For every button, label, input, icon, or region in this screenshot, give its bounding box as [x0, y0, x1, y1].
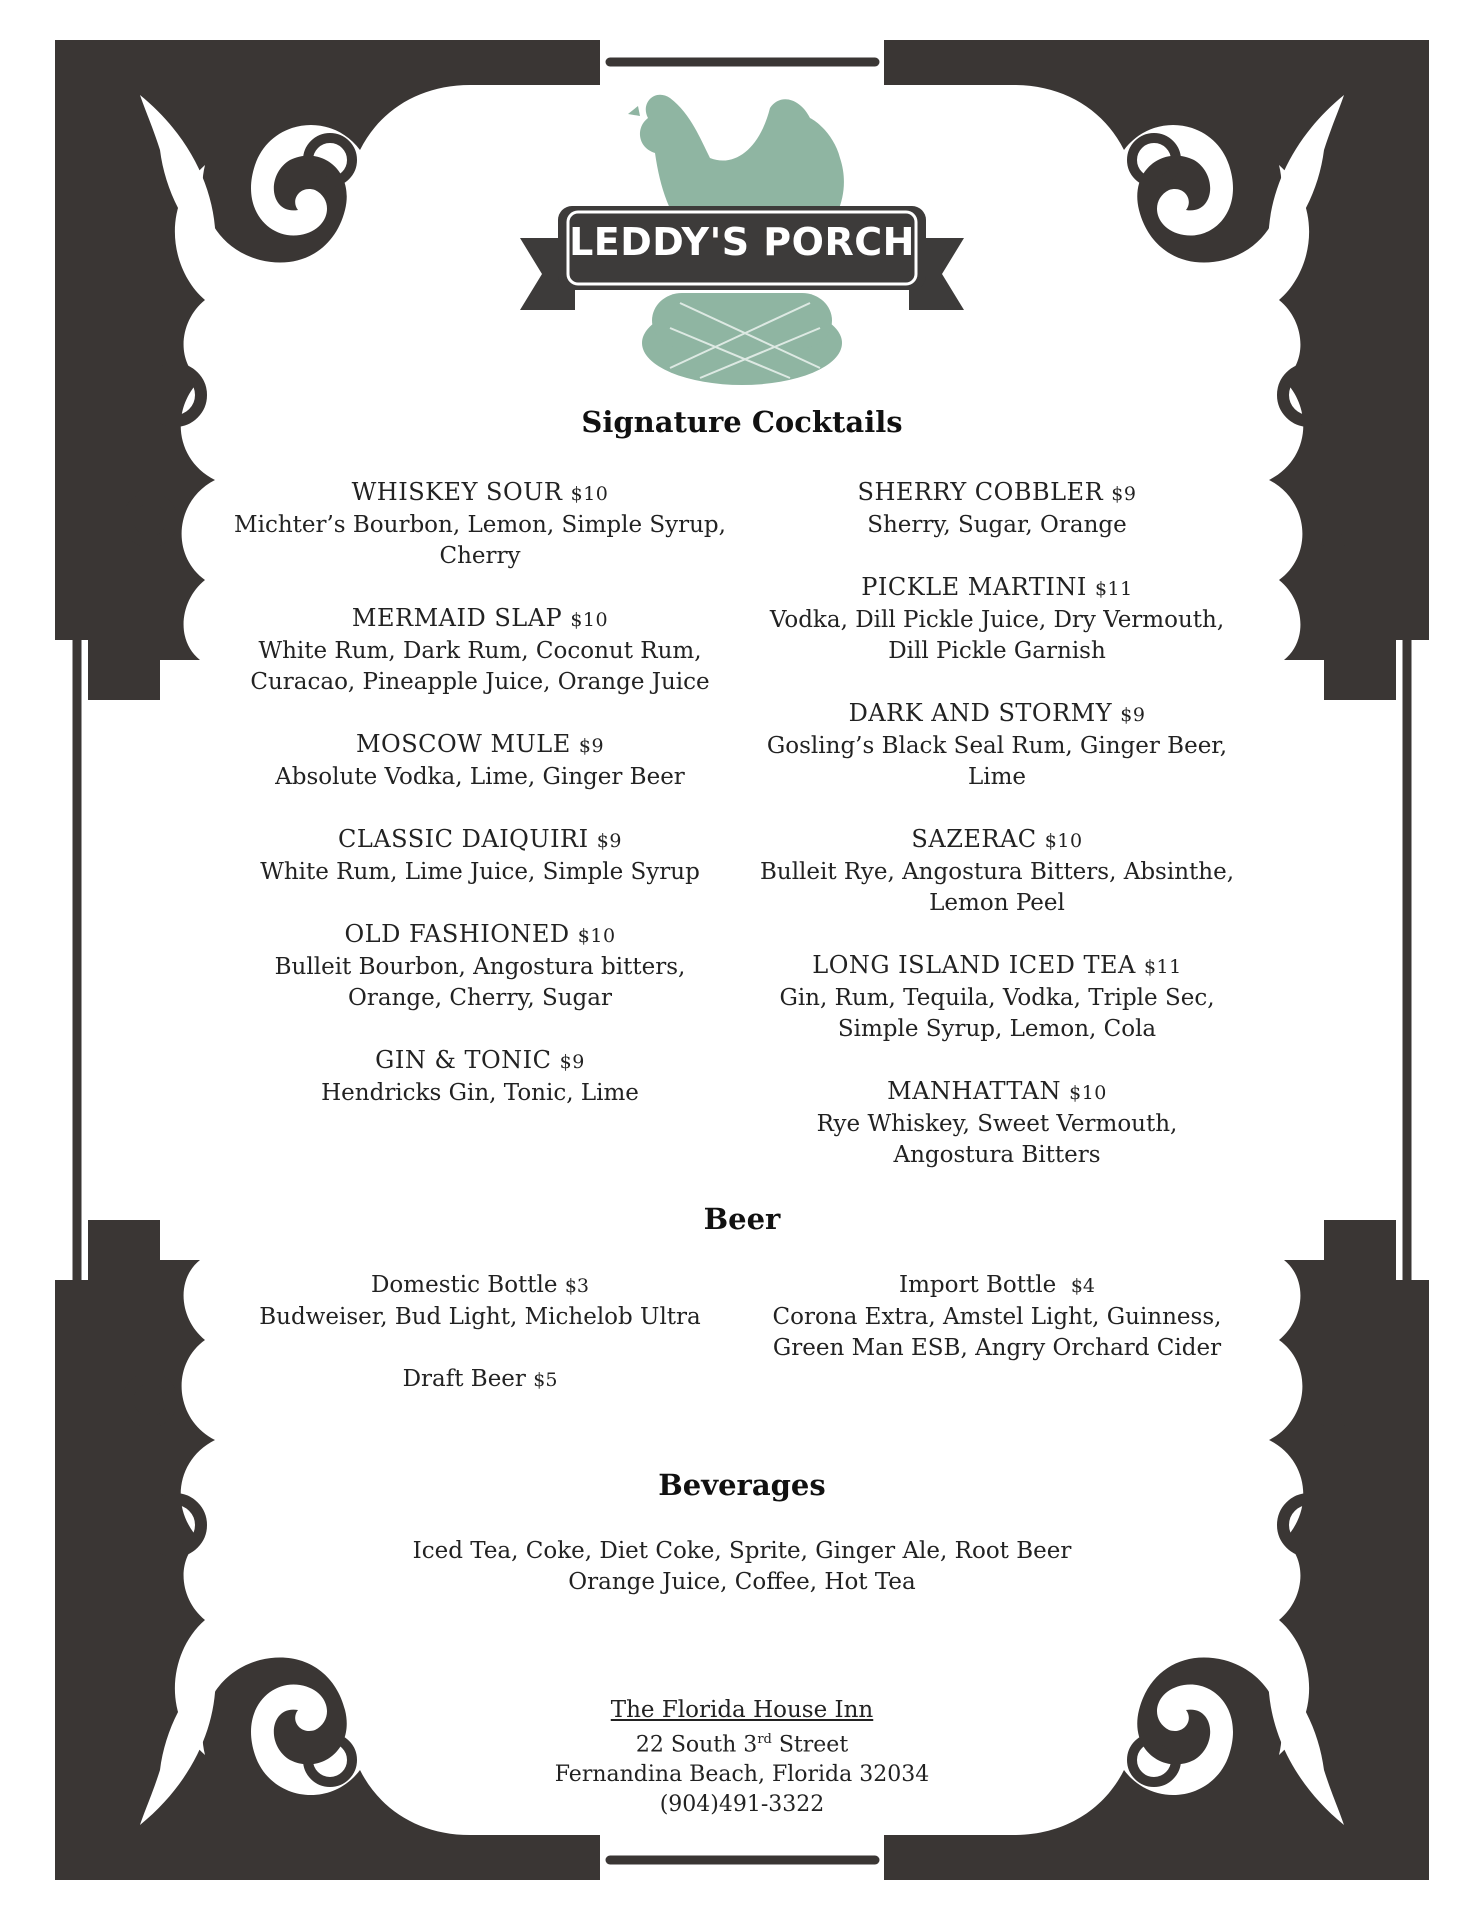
beer-domestic-price: $3 — [564, 1275, 589, 1297]
phone-number: (904)491-3322 — [659, 1792, 825, 1818]
section-title-beer: Beer — [703, 1202, 781, 1236]
menu-item — [742, 477, 1252, 541]
item-name: CLASSIC DAIQUIRI — [338, 825, 589, 853]
beer-import-desc: Green Man ESB, Angry Orchard Cider — [772, 1335, 1222, 1361]
item-desc: White Rum, Dark Rum, Coconut Rum, — [258, 638, 702, 664]
item-desc: Rye Whiskey, Sweet Vermouth, — [816, 1111, 1178, 1137]
cocktails-left-column — [230, 477, 730, 1140]
item-price: $11 — [1143, 956, 1182, 978]
menu-item — [742, 824, 1252, 919]
item-desc: Angostura Bitters — [893, 1142, 1101, 1168]
city-line: Fernandina Beach, Florida 32034 — [554, 1762, 930, 1788]
item-name: PICKLE MARTINI — [861, 573, 1087, 601]
beer-draft-price: $5 — [533, 1369, 558, 1391]
beer-draft-name: Draft Beer — [402, 1366, 526, 1392]
item-desc: Orange, Cherry, Sugar — [348, 985, 612, 1011]
item-desc: Bulleit Rye, Angostura Bitters, Absinthe, — [759, 859, 1234, 885]
street-address — [0, 1725, 1484, 1760]
item-name: DARK AND STORMY — [848, 699, 1113, 727]
beer-import-desc: Corona Extra, Amstel Light, Guinness, — [772, 1304, 1222, 1330]
item-price: $9 — [596, 830, 622, 852]
street-ordinal: rd — [757, 1732, 772, 1747]
item-desc: Michter’s Bourbon, Lemon, Simple Syrup, — [234, 512, 726, 538]
cocktails-right-column — [742, 477, 1252, 1202]
item-name: MOSCOW MULE — [355, 730, 571, 758]
beer-domestic-desc: Budweiser, Bud Light, Michelob Ultra — [259, 1304, 701, 1330]
item-desc: Sherry, Sugar, Orange — [867, 512, 1127, 538]
section-title-beverages: Beverages — [658, 1468, 826, 1502]
item-desc: Curacao, Pineapple Juice, Orange Juice — [250, 669, 710, 695]
beer-import-price: $4 — [1070, 1275, 1096, 1297]
inn-name: The Florida House Inn — [610, 1697, 874, 1723]
menu-item — [742, 698, 1252, 793]
item-name: SHERRY COBBLER — [857, 478, 1104, 506]
item-desc: White Rum, Lime Juice, Simple Syrup — [260, 859, 700, 885]
logo-name: LEDDY'S PORCH — [569, 220, 915, 264]
beer-domestic-name: Domestic Bottle — [370, 1272, 558, 1298]
item-desc: Absolute Vodka, Lime, Ginger Beer — [275, 764, 685, 790]
item-name: GIN & TONIC — [375, 1046, 552, 1074]
menu-item — [230, 477, 730, 572]
item-price: $10 — [570, 609, 609, 631]
beer-left-column — [230, 1270, 730, 1396]
item-desc: Hendricks Gin, Tonic, Lime — [321, 1080, 639, 1106]
item-price: $9 — [1111, 483, 1137, 505]
address-block — [0, 1695, 1484, 1820]
item-desc: Gin, Rum, Tequila, Vodka, Triple Sec, — [779, 985, 1215, 1011]
menu-item — [230, 603, 730, 698]
item-desc: Bulleit Bourbon, Angostura bitters, — [274, 954, 686, 980]
street-suffix: Street — [771, 1732, 849, 1758]
section-title-cocktails: Signature Cocktails — [581, 405, 903, 439]
street-prefix: 22 South 3 — [635, 1732, 758, 1758]
item-name: LONG ISLAND ICED TEA — [812, 951, 1136, 979]
item-price: $10 — [577, 925, 616, 947]
menu-item — [742, 572, 1252, 667]
item-name: WHISKEY SOUR — [351, 478, 563, 506]
item-desc: Dill Pickle Garnish — [888, 638, 1106, 664]
menu-item — [230, 919, 730, 1014]
logo — [520, 78, 964, 394]
item-desc: Gosling’s Black Seal Rum, Ginger Beer, — [766, 733, 1228, 759]
item-desc: Lime — [967, 764, 1027, 790]
menu-item — [230, 1045, 730, 1109]
beverages-line: Orange Juice, Coffee, Hot Tea — [568, 1569, 916, 1595]
menu-item — [742, 950, 1252, 1045]
menu-item — [230, 824, 730, 888]
item-price: $10 — [1069, 1082, 1107, 1104]
beer-import-name: Import Bottle — [898, 1272, 1057, 1298]
item-price: $10 — [1044, 830, 1083, 852]
menu-item — [230, 729, 730, 793]
item-name: MERMAID SLAP — [351, 604, 563, 632]
item-price: $9 — [559, 1051, 585, 1073]
item-name: MANHATTAN — [887, 1077, 1061, 1105]
item-desc: Vodka, Dill Pickle Juice, Dry Vermouth, — [769, 607, 1225, 633]
beer-right-column — [742, 1270, 1252, 1364]
item-desc: Lemon Peel — [929, 890, 1065, 916]
item-desc: Simple Syrup, Lemon, Cola — [837, 1016, 1157, 1042]
menu-item — [742, 1076, 1252, 1171]
beverages-line: Iced Tea, Coke, Diet Coke, Sprite, Ginger Ale, Root Beer — [412, 1538, 1072, 1564]
item-name: SAZERAC — [911, 825, 1037, 853]
beverages-list — [0, 1536, 1484, 1598]
item-price: $10 — [570, 483, 609, 505]
item-name: OLD FASHIONED — [344, 920, 570, 948]
item-desc: Cherry — [439, 543, 521, 569]
item-price: $11 — [1094, 578, 1133, 600]
item-price: $9 — [578, 735, 605, 757]
item-price: $9 — [1120, 704, 1146, 726]
